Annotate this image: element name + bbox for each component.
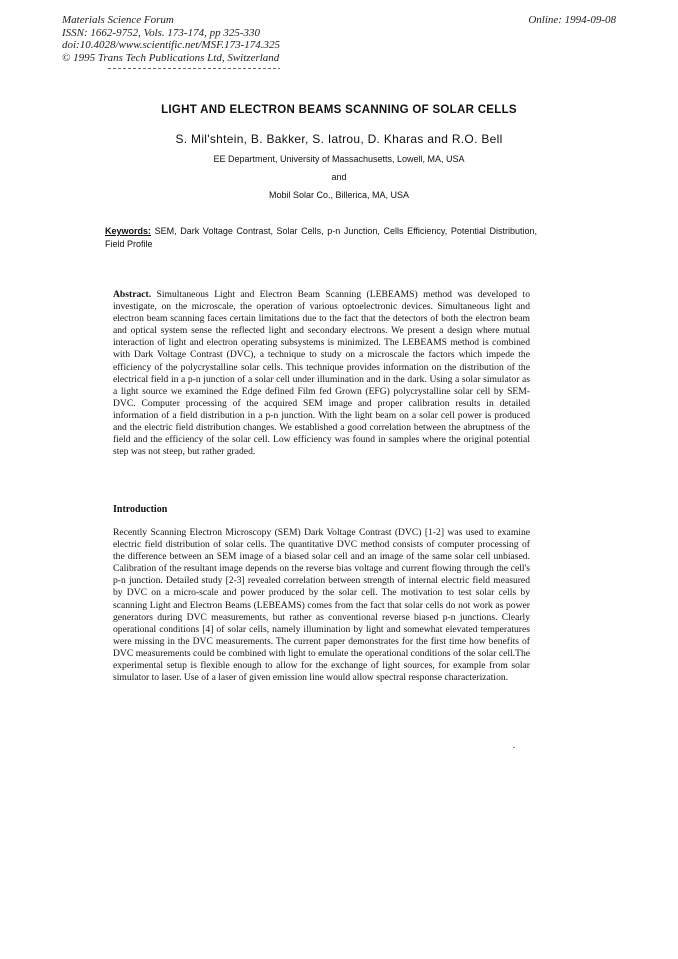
keywords-label: Keywords:	[105, 226, 152, 236]
doi-line: doi:10.4028/www.scientific.net/MSF.173-174.325	[62, 39, 281, 52]
introduction-heading: Introduction	[113, 504, 168, 515]
copyright-line: © 1995 Trans Tech Publications Ltd, Switzerland	[62, 51, 280, 64]
keywords-block	[105, 225, 537, 251]
abstract-text: Simultaneous Light and Electron Beam Scanning (LEBEAMS) method was developed to investigate, on the microscale, the operation of various optoelectronic devices. Simultaneous light and electron beam scanning faces certain limitations due to the fact that the detectors of both the electron beam and optical system sense the reflected light and secondary electrons. We present a design where mutual interaction of light and electron operating subsystems is minimized. The LEBEAMS method is combined with Dark Voltage Contrast (DVC), a technique to study on a microscale the factors which impede the efficiency of the polycrystalline solar cells. This technique provides information on the distribution of the electrical field in a p-n junction of a solar cell under illumination and in the dark. Using a solar simulator as a light source we examined the Edge defined Film fed Grown (EFG) polycrystalline solar cell by SEM-DVC. Computer processing of the acquired SEM image and proper calibration results in detailed information of a field distribution in a p-n junction. With the light beam on a solar cell power is produced and the electric field distribution changes. We established a good correlation between the abruptness of the field and the efficiency of the solar cell. Low efficiency was found in samples where the original potential step was not steep, but rather graded.	[113, 289, 530, 458]
introduction-text: Recently Scanning Electron Microscopy (SEM) Dark Voltage Contrast (DVC) [1-2] was used to examine electric field distribution of solar cells. The quantitative DVC method consists of computer processing of the difference between an SEM image of a biased solar cell and an image of the same solar cell unbiased. Calibration of the resultant image depends on the reverse bias voltage and current flowing through the cell's p-n junction. Detailed study [2-3] revealed correlation between strength of internal electric field measured by DVC on a micro-scale and power produced by the solar cell. The motivation to test solar cells by scanning Light and Electron Beams (LEBEAMS) comes from the fact that solar cells do not work as power generators during DVC measurements, but rather as conventional reverse biased p-n junctions. Clearly operational conditions [4] of solar cells, namely illumination by light and somewhat elevated temperatures were missing in the DVC measurements. The current paper demonstrates for the first time how benefits of DVC measurements could be combined with light to emulate the operational conditions of the solar cell.The experimental setup is flexible enough to allow for the exchange of light sources, for example from solar simulator to laser. Use of a laser of given emission line would allow spectral response characterization.	[113, 527, 530, 684]
cropped-text-remnant	[108, 66, 280, 71]
paper-title: LIGHT AND ELECTRON BEAMS SCANNING OF SOLAR CELLS	[161, 104, 517, 116]
online-date: Online: 1994-09-08	[528, 14, 616, 26]
journal-header	[62, 14, 280, 64]
affiliation-and: and	[331, 172, 347, 182]
affiliation-2: Mobil Solar Co., Billerica, MA, USA	[268, 190, 410, 200]
keywords-text: SEM, Dark Voltage Contrast, Solar Cells, p-n Junction, Cells Efficiency, Potential Distribution, Field Profile	[105, 226, 537, 249]
affiliation-1: EE Department, University of Massachusetts, Lowell, MA, USA	[213, 154, 465, 164]
abstract-label: Abstract.	[113, 289, 152, 300]
journal-name: Materials Science Forum	[62, 14, 174, 26]
paper-authors: S. Mil'shtein, B. Bakker, S. Iatrou, D. Kharas and R.O. Bell	[175, 132, 503, 146]
issn-line: ISSN: 1662-9752, Vols. 173-174, pp 325-330	[62, 26, 260, 39]
abstract-block	[113, 289, 530, 458]
scan-speck	[513, 747, 515, 748]
